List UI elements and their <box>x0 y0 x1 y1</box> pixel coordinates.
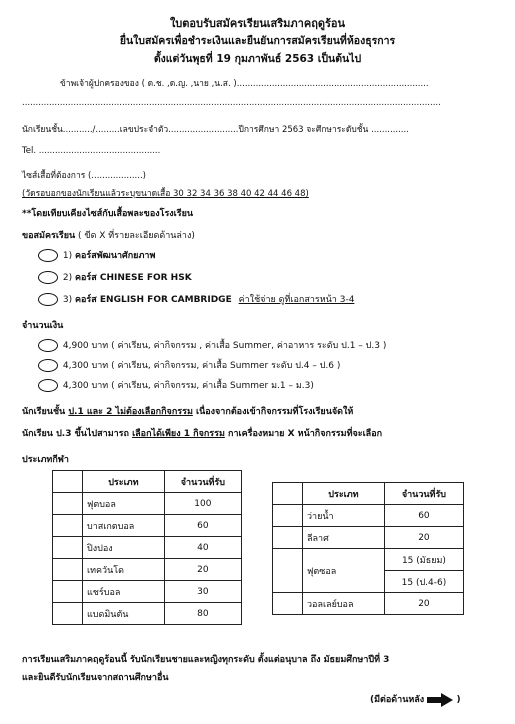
course-3-name: คอร์ส ENGLISH FOR CAMBRIDGE <box>75 295 232 305</box>
sport-name: ฟุตซอล <box>303 549 385 593</box>
fees-heading: จำนวนเงิน <box>22 321 64 331</box>
fee-1-checkbox[interactable] <box>38 339 58 352</box>
sport-name: ฟุตบอล <box>83 493 165 515</box>
continue-text-end: ) <box>456 695 461 705</box>
course-option-2[interactable] <box>38 270 192 284</box>
courses-heading-label: ขอสมัครเรียน <box>22 231 76 241</box>
sport-count: 30 <box>164 581 241 603</box>
table-header-row <box>273 483 464 505</box>
sport-name: ปิงปอง <box>83 537 165 559</box>
fee-2-amount: 4,300 บาท <box>62 361 109 371</box>
table-row[interactable] <box>273 527 464 549</box>
course-option-3[interactable] <box>38 292 354 306</box>
activity-note-line-1 <box>22 404 353 418</box>
arrow-right-icon <box>441 693 453 707</box>
shirt-size-field[interactable]: ไซส์เสื้อที่ต้องการ (...................) <box>22 171 146 181</box>
fee-3-amount: 4,300 บาท <box>62 381 109 391</box>
guardian-continuation-field[interactable]: ........................................................................................................................................................... <box>22 98 441 108</box>
fee-2-detail: ( ค่าเรียน, ค่ากิจกรรม, ค่าเสื้อ Summer ระดับ ป.4 – ป.6 ) <box>111 361 341 371</box>
sport-name: วอลเลย์บอล <box>303 593 385 615</box>
footer-line-1: การเรียนเสริมภาคฤดูร้อนนี้ รับนักเรียนชายและหญิงทุกระดับ ตั้งแต่อนุบาล ถึง มัธยมศึกษาปีที่ 3 <box>22 655 390 665</box>
sport-count: 40 <box>164 537 241 559</box>
sport-count: 80 <box>164 603 241 625</box>
row-checkbox-cell[interactable] <box>53 537 83 559</box>
sport-count: 20 <box>164 559 241 581</box>
table-row[interactable] <box>53 515 242 537</box>
sport-name: บาสเกตบอล <box>83 515 165 537</box>
row-checkbox-cell[interactable] <box>53 559 83 581</box>
row-checkbox-cell[interactable] <box>273 527 303 549</box>
course-2-checkbox[interactable] <box>38 271 58 284</box>
row-checkbox-cell[interactable] <box>53 603 83 625</box>
sport-count: 60 <box>384 505 463 527</box>
table-header-row <box>53 471 242 493</box>
course-1-num: 1) <box>62 251 73 261</box>
fee-1-detail: ( ค่าเรียน, ค่ากิจกรรม , ค่าเสื้อ Summer, ค่าอาหาร ระดับ ป.1 – ป.3 ) <box>111 341 387 351</box>
title-line-3: ตั้งแต่วันพุธที่ 19 กุมภาพันธ์ 2563 เป็นต้นไป <box>153 53 362 65</box>
activity-note-2a: นักเรียน ป.3 ขึ้นไปสามารถ <box>22 429 133 439</box>
fee-1-amount: 4,900 บาท <box>62 341 109 351</box>
fee-2-checkbox[interactable] <box>38 359 58 372</box>
courses-heading-note: ( ขีด X ที่รายละเอียดด้านล่าง) <box>75 231 195 241</box>
sport-count: 60 <box>164 515 241 537</box>
sports-table-1 <box>52 470 242 625</box>
arrow-right-icon-bar <box>427 697 441 703</box>
column-header-type: ประเภท <box>303 483 385 505</box>
row-checkbox-cell[interactable] <box>53 493 83 515</box>
course-2-num: 2) <box>62 273 73 283</box>
column-header-type: ประเภท <box>83 471 165 493</box>
table-row[interactable] <box>273 505 464 527</box>
sport-name: ลีลาศ <box>303 527 385 549</box>
checkbox-header-cell <box>273 483 303 505</box>
table-row[interactable] <box>53 493 242 515</box>
table-row[interactable] <box>273 549 464 571</box>
shirt-size-note: (วัดรอบอกของนักเรียนแล้วระบุขนาดเสื้อ 30 32 34 36 38 40 42 44 46 48) <box>22 189 309 199</box>
activity-note-2b: เลือกได้เพียง 1 กิจกรรม <box>132 429 225 439</box>
sport-count-primary: 15 (ป.4-6) <box>384 571 463 593</box>
student-info-field[interactable]: นักเรียนชั้น.........../.........เลขประจำตัว..........................ปีการศึกษา 2563 จะศึกษาระดับชั้น .............. <box>22 125 409 135</box>
tel-field[interactable]: Tel. ............................................. <box>22 146 161 156</box>
course-1-name: คอร์สพัฒนาศักยภาพ <box>75 251 156 261</box>
course-2-name: คอร์ส CHINESE FOR HSK <box>75 273 192 283</box>
sport-count: 100 <box>164 493 241 515</box>
sport-count: 20 <box>384 527 463 549</box>
sports-table-2 <box>272 482 464 615</box>
activity-note-2c: กาเครื่องหมาย X หน้ากิจกรรมที่จะเลือก <box>224 429 383 439</box>
continue-text: (มีต่อด้านหลัง <box>370 695 425 705</box>
table-row[interactable] <box>273 593 464 615</box>
table-row[interactable] <box>53 603 242 625</box>
courses-heading <box>22 228 195 242</box>
footer-line-2: และยินดีรับนักเรียนจากสถานศึกษาอื่น <box>22 673 169 683</box>
row-checkbox-cell[interactable] <box>53 581 83 603</box>
activity-note-1c: เนื่องจากต้องเข้ากิจกรรมที่โรงเรียนจัดให้ <box>192 407 354 417</box>
sport-count-secondary: 15 (มัธยม) <box>384 549 463 571</box>
fee-3-checkbox[interactable] <box>38 379 58 392</box>
title-line-1: ใบตอบรับสมัครเรียนเสริมภาคฤดูร้อน <box>169 17 346 30</box>
course-3-extra: ค่าใช้จ่าย ดูที่เอกสารหน้า 3-4 <box>238 295 355 305</box>
sport-name: ว่ายน้ำ <box>303 505 385 527</box>
column-header-count: จำนวนที่รับ <box>384 483 463 505</box>
course-1-checkbox[interactable] <box>38 249 58 262</box>
shirt-compare-note: **โดยเทียบเคียงไซส์กับเสื้อพละของโรงเรียน <box>22 209 194 219</box>
sport-name: เทควันโด <box>83 559 165 581</box>
row-checkbox-cell[interactable] <box>273 505 303 527</box>
fee-option-1[interactable] <box>38 338 386 352</box>
sport-name: แชร์บอล <box>83 581 165 603</box>
fee-3-detail: ( ค่าเรียน, ค่ากิจกรรม, ค่าเสื้อ Summer ม.1 – ม.3) <box>111 381 314 391</box>
activity-note-1a: นักเรียนชั้น <box>22 407 69 417</box>
table-row[interactable] <box>53 537 242 559</box>
fee-option-2[interactable] <box>38 358 340 372</box>
checkbox-header-cell <box>53 471 83 493</box>
table-row[interactable] <box>53 559 242 581</box>
sport-name: แบดมินตัน <box>83 603 165 625</box>
sports-heading: ประเภทกีฬา <box>22 455 69 465</box>
activity-note-line-2 <box>22 426 382 440</box>
course-3-checkbox[interactable] <box>38 293 58 306</box>
fee-option-3[interactable] <box>38 378 314 392</box>
row-checkbox-cell[interactable] <box>53 515 83 537</box>
row-checkbox-cell[interactable] <box>273 593 303 615</box>
column-header-count: จำนวนที่รับ <box>164 471 241 493</box>
course-option-1[interactable] <box>38 248 155 262</box>
table-row[interactable] <box>53 581 242 603</box>
course-3-num: 3) <box>62 295 73 305</box>
guardian-field[interactable]: ข้าพเจ้าผู้ปกครองของ ( ด.ช. ,ด.ญ. ,นาย ,น.ส. )....................................................................... <box>60 79 429 89</box>
continue-note <box>370 692 461 707</box>
title-line-2: ยื่นใบสมัครเพื่อชำระเงินและยืนยันการสมัครเรียนที่ห้องธุรการ <box>119 35 396 47</box>
activity-note-1b: ป.1 และ 2 ไม่ต้องเลือกกิจกรรม <box>68 407 193 417</box>
row-checkbox-cell[interactable] <box>273 549 303 593</box>
sport-count: 20 <box>384 593 463 615</box>
